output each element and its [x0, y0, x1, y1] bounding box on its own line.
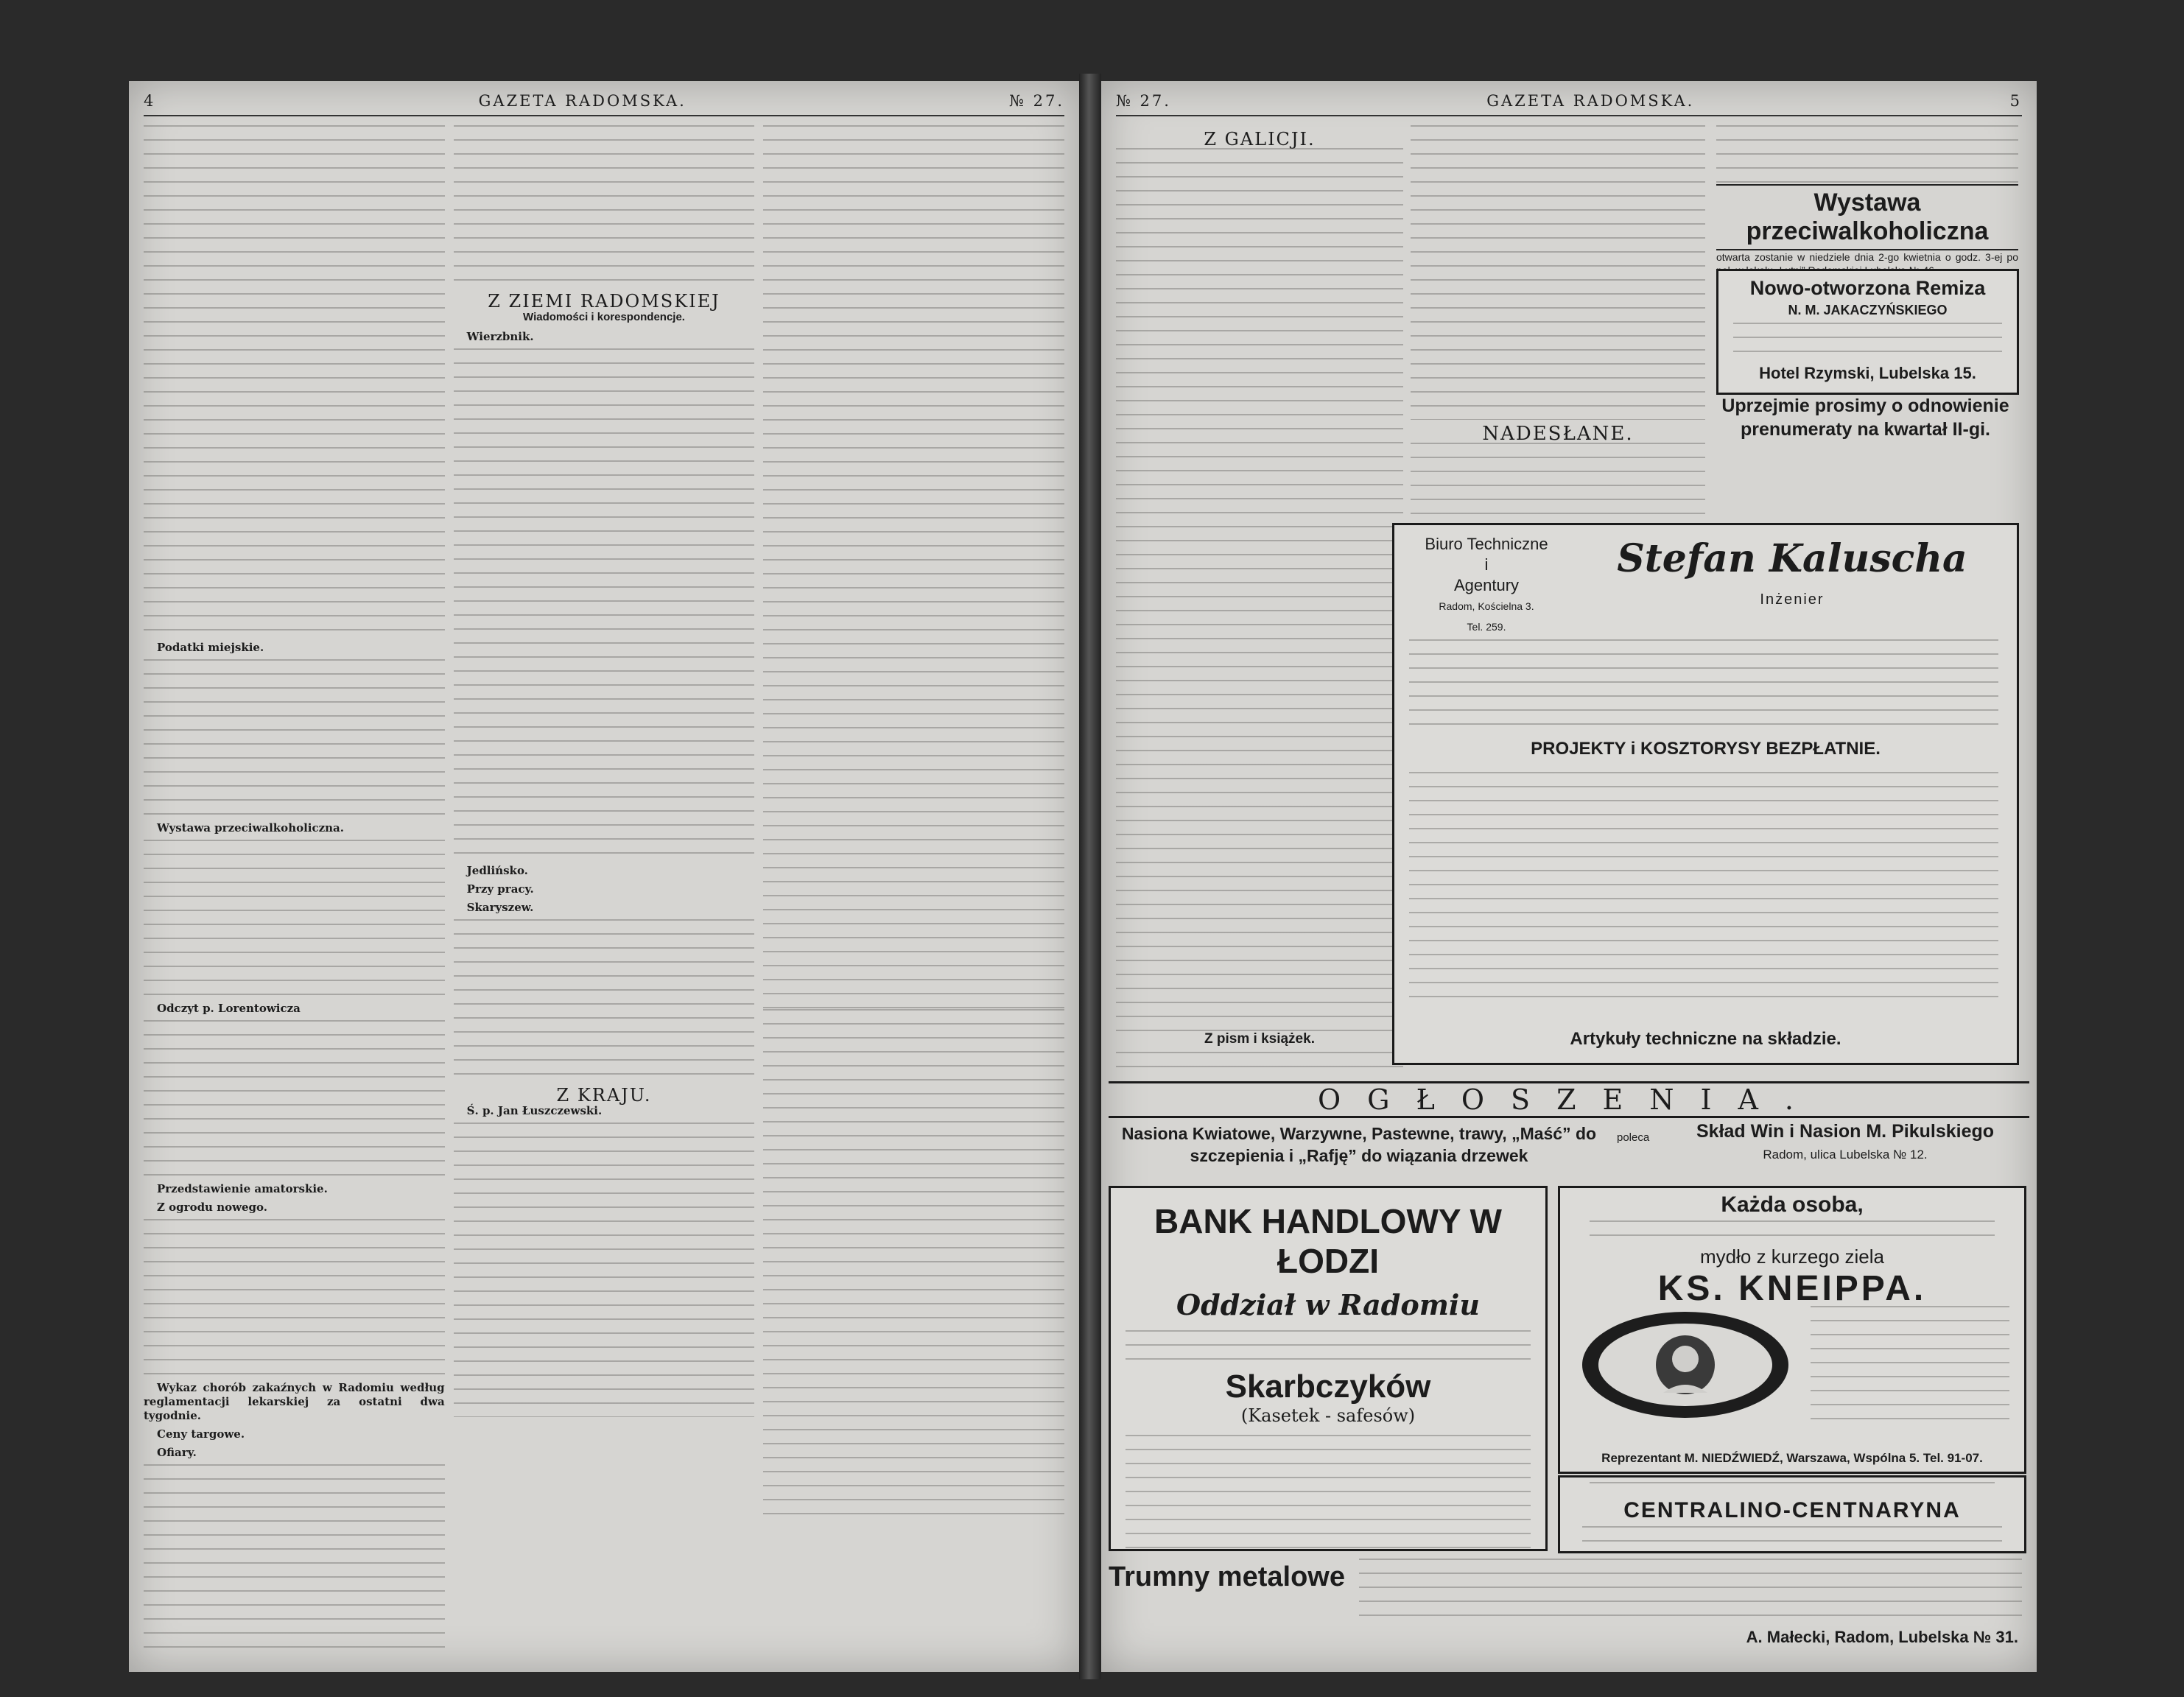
ad-biuro-tel: Tel. 259.: [1467, 621, 1506, 633]
text-block: [1582, 1526, 2002, 1548]
right-issue-number: № 27.: [1116, 92, 1171, 110]
ad-kneipp-brand: KS. KNEIPPA.: [1657, 1269, 1927, 1308]
text-block: [763, 1009, 1064, 1525]
ad-centralino: [1558, 1475, 2026, 1553]
ad-remiza-title: Nowo-otworzona Remiza: [1749, 277, 1986, 299]
ad-kneipp: [1558, 1186, 2026, 1474]
section-heading: Z pism i książek.: [1204, 1031, 1315, 1047]
left-column-1: [144, 125, 445, 1657]
section-heading: Z KRAJU.: [556, 1085, 652, 1106]
text-block: [1733, 323, 2002, 359]
ad-nasiona-text: Nasiona Kwiatowe, Warzywne, Pastewne, trawy, „Maść” do szczepienia i „Rafję” do wiązania drzewek: [1121, 1124, 1597, 1165]
left-page: [129, 81, 1079, 1672]
left-column-3: [763, 125, 1064, 1657]
ad-prenumerata: [1716, 394, 2015, 453]
ad-trumny: [1109, 1554, 2026, 1657]
left-page-number: 4: [144, 92, 156, 110]
right-page-number: 5: [2009, 92, 2022, 110]
item-heading: Ofiary.: [157, 1446, 197, 1459]
ad-biuro-address: Radom, Kościelna 3.: [1439, 600, 1534, 612]
ad-bank-title: BANK HANDLOWY W ŁODZI: [1154, 1202, 1502, 1280]
book-gutter: [1079, 74, 1101, 1679]
text-block: [144, 659, 445, 821]
ad-remiza: [1716, 269, 2019, 395]
ad-wystawa: [1716, 125, 2018, 261]
ad-biuro-header: [1409, 534, 1564, 637]
ad-nasiona: [1109, 1120, 2026, 1178]
ad-biuro-footer: Artykuły techniczne na składzie.: [1570, 1029, 1841, 1049]
text-block: [454, 125, 755, 287]
text-block: [1126, 1330, 1531, 1360]
text-block: [144, 840, 445, 1002]
text-block: [1116, 148, 1403, 1032]
item-heading: Podatki miejskie.: [157, 641, 264, 654]
left-columns: [144, 125, 1064, 1657]
text-block: [144, 125, 445, 641]
ad-trumny-title: Trumny metalowe: [1109, 1561, 1345, 1592]
item-heading: Ś. p. Jan Łuszczewski.: [466, 1104, 603, 1117]
text-block: [1359, 1559, 2022, 1617]
item-heading: Jedlińsko.: [466, 864, 528, 877]
ad-bank-handlowy: [1109, 1186, 1548, 1551]
ad-biuro-title1: Biuro Techniczne: [1425, 535, 1548, 553]
left-issue-number: № 27.: [1009, 92, 1064, 110]
ad-nasiona-address: Radom, ulica Lubelska № 12.: [1763, 1148, 1928, 1162]
ad-remiza-owner: N. M. JAKACZYŃSKIEGO: [1788, 303, 1948, 317]
text-block: [454, 348, 755, 864]
right-column-1: [1116, 125, 1403, 1075]
item-heading: Wystawa przeciwalkoholiczna.: [157, 821, 344, 835]
text-block: [763, 125, 1064, 1009]
soap-emblem-icon: [1575, 1306, 1796, 1424]
text-block: [1811, 1306, 2009, 1424]
ad-kneipp-top: Każda osoba,: [1721, 1192, 1864, 1217]
ad-biuro-role: Inżenier: [1760, 591, 1825, 608]
ad-prenumerata-text: Uprzejmie prosimy o odnowienie prenumeraty na kwartał II-gi.: [1721, 396, 2009, 440]
text-block: [1409, 639, 1998, 728]
text-block: [1126, 1435, 1531, 1560]
ad-kneipp-rep: Reprezentant M. NIEDŹWIEDŹ, Warszawa, Wspólna 5. Tel. 91-07.: [1601, 1451, 1983, 1465]
text-block: [144, 1020, 445, 1182]
right-page: [1101, 81, 2037, 1672]
ad-centralino-title: CENTRALINO-CENTNARYNA: [1623, 1498, 1961, 1522]
text-block: [144, 1219, 445, 1381]
right-running-title: GAZETA RADOMSKA.: [1486, 92, 1695, 110]
ad-biuro-title2: i: [1484, 555, 1489, 574]
text-block: [454, 1122, 755, 1417]
ogloszenia-banner: OGŁOSZENIA.: [1109, 1081, 2029, 1118]
ad-biuro-title3: Agentury: [1453, 576, 1520, 594]
text-block: [1716, 125, 2018, 184]
ad-trumny-signature: A. Małecki, Radom, Lubelska № 31.: [1746, 1628, 2018, 1646]
text-block: [144, 1464, 445, 1657]
right-column-2: [1411, 125, 1705, 552]
item-heading: Ceny targowe.: [157, 1427, 245, 1441]
item-heading: Wierzbnik.: [466, 330, 534, 343]
ad-remiza-hotel: Hotel Rzymski, Lubelska 15.: [1759, 364, 1976, 382]
section-heading: NADESŁANE.: [1482, 423, 1634, 445]
left-column-2: [454, 125, 755, 1657]
text-block: [454, 919, 755, 1081]
text-block: [1116, 1052, 1403, 1075]
item-heading: Przedstawienie amatorskie.: [157, 1182, 328, 1195]
section-heading: Z GALICJI.: [1204, 129, 1316, 150]
item-heading: Z ogrodu nowego.: [157, 1201, 268, 1214]
ad-bank-kasetek: (Kasetek - safesów): [1240, 1405, 1416, 1426]
right-running-head: [1116, 90, 2022, 116]
ad-bank-skarbczyki: Skarbczyków: [1225, 1369, 1431, 1405]
ad-biuro-name: Stefan Kaluscha: [1617, 536, 1967, 581]
ad-biuro-projects: PROJEKTY i KOSZTORYSY BEZPŁATNIE.: [1531, 739, 1881, 759]
left-running-title: GAZETA RADOMSKA.: [478, 92, 687, 110]
section-subheading: Wiadomości i korespondencje.: [523, 311, 685, 323]
text-block: [1590, 1220, 1995, 1243]
item-heading: Odczyt p. Lorentowicza: [157, 1002, 301, 1015]
left-running-head: [144, 90, 1064, 116]
ad-nasiona-shop: Skład Win i Nasion M. Pikulskiego: [1696, 1121, 1995, 1142]
ad-nasiona-poleca: poleca: [1617, 1131, 1650, 1144]
item-heading: Wykaz chorób zakaźnych w Radomiu według reglamentacji lekarskiej za ostatni dwa tygodnie.: [144, 1381, 445, 1422]
ad-wystawa-title: Wystawa przeciwalkoholiczna: [1716, 184, 2018, 250]
ad-wystawa-text: otwarta zostanie w niedziele dnia 2-go kwietnia o godz. 3-ej po: [1716, 251, 2018, 263]
ad-kneipp-mid: mydło z kurzego ziela: [1700, 1245, 1884, 1268]
section-heading: Z ZIEMI RADOMSKIEJ: [488, 291, 720, 312]
text-block: [1409, 772, 1998, 1008]
ad-bank-branch: Oddział w Radomiu: [1176, 1288, 1480, 1321]
text-block: [1590, 1482, 1995, 1494]
item-heading: Skaryszew.: [466, 901, 534, 914]
ad-biuro-techniczne: [1392, 523, 2019, 1065]
item-heading: Przy pracy.: [466, 882, 534, 896]
text-block: [1411, 125, 1705, 420]
